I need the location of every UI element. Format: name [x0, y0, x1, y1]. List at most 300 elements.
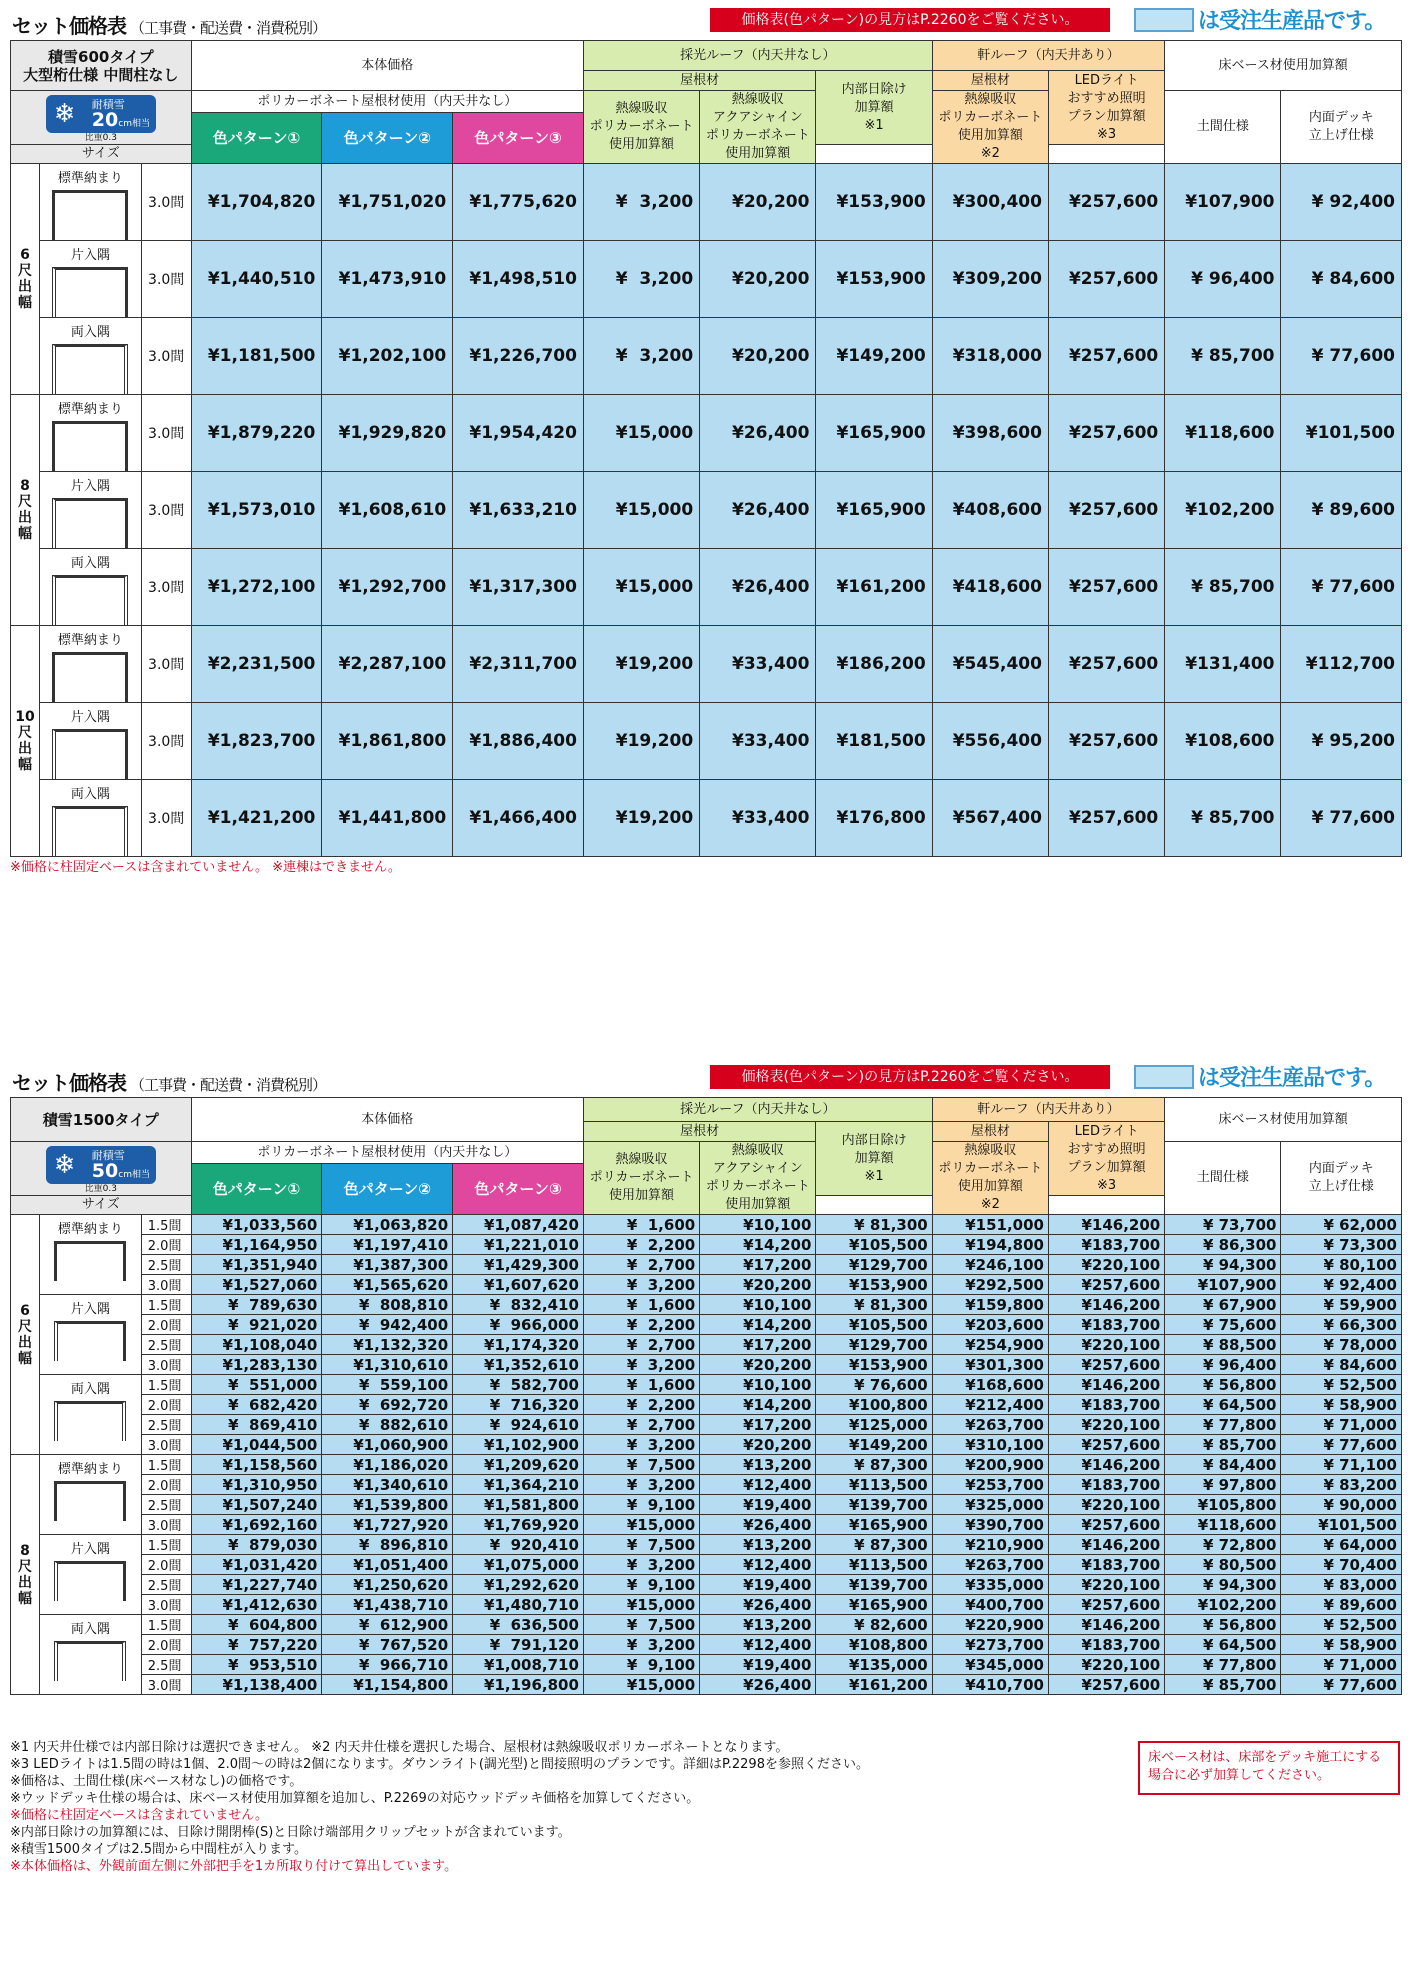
- price-cell: ¥263,700: [932, 1415, 1048, 1435]
- price-cell: ¥ 58,900: [1281, 1635, 1402, 1655]
- price-cell: ¥19,200: [583, 703, 699, 780]
- price-cell: ¥ 1,600: [583, 1295, 699, 1315]
- price-cell: ¥107,900: [1165, 1275, 1281, 1295]
- pattern3-header: 色パターン③: [453, 113, 584, 164]
- price-cell: ¥1,186,020: [322, 1455, 453, 1475]
- price-cell: ¥ 80,100: [1281, 1255, 1402, 1275]
- price-cell: ¥ 757,220: [191, 1635, 322, 1655]
- price-cell: ¥1,929,820: [322, 395, 453, 472]
- price-cell: ¥ 77,600: [1281, 780, 1402, 857]
- type-cell-2: 積雪1500タイプ: [11, 1098, 192, 1142]
- price-cell: ¥1,154,800: [322, 1675, 453, 1695]
- price-cell: ¥ 96,400: [1165, 1355, 1281, 1375]
- price-cell: ¥ 2,700: [583, 1255, 699, 1275]
- layout-diagram-icon: [52, 652, 128, 702]
- price-cell: ¥165,900: [816, 395, 932, 472]
- snow-badge-2: ❄ 耐積雪 50cm相当: [46, 1146, 156, 1184]
- table-row: [11, 318, 1402, 395]
- price-cell: ¥1,196,800: [453, 1675, 584, 1695]
- price-cell: ¥149,200: [816, 318, 932, 395]
- price-cell: ¥1,138,400: [191, 1675, 322, 1695]
- price-cell: ¥ 94,300: [1165, 1575, 1281, 1595]
- length-cell: 3.0間: [141, 1275, 191, 1295]
- length-cell: 3.0間: [141, 472, 191, 549]
- price-cell: ¥ 84,600: [1281, 241, 1402, 318]
- price-cell: ¥1,292,700: [322, 549, 453, 626]
- price-cell: ¥ 2,700: [583, 1335, 699, 1355]
- mount-type-cell: [40, 472, 142, 549]
- price-cell: ¥556,400: [932, 703, 1048, 780]
- mount-type-label: 片入隅: [70, 248, 110, 263]
- price-cell: ¥146,200: [1048, 1615, 1164, 1635]
- length-cell: 3.0間: [141, 549, 191, 626]
- price-cell: ¥10,100: [700, 1215, 816, 1235]
- price-cell: ¥1,692,160: [191, 1515, 322, 1535]
- doma-header-2: 土間仕様: [1165, 1142, 1281, 1215]
- price-cell: ¥2,287,100: [322, 626, 453, 703]
- price-cell: ¥1,108,040: [191, 1335, 322, 1355]
- table-row: [11, 1295, 1402, 1315]
- table-row: [11, 1575, 1402, 1595]
- price-cell: ¥257,600: [1048, 703, 1164, 780]
- price-cell: ¥ 832,410: [453, 1295, 584, 1315]
- mount-type-label: 標準納まり: [57, 1462, 123, 1477]
- price-cell: ¥1,317,300: [453, 549, 584, 626]
- price-cell: ¥ 77,800: [1165, 1655, 1281, 1675]
- table-row: [11, 395, 1402, 472]
- price-cell: ¥1,412,630: [191, 1595, 322, 1615]
- floor-header-2: 床ベース材使用加算額: [1165, 1098, 1402, 1142]
- price-cell: ¥129,700: [816, 1255, 932, 1275]
- price-cell: ¥ 85,700: [1165, 1675, 1281, 1695]
- length-cell: 3.0間: [141, 1355, 191, 1375]
- price-table-2: [10, 1097, 1402, 1695]
- hiyoke-header: 内部日除け 加算額 ※1: [816, 71, 932, 145]
- length-cell: 1.5間: [141, 1295, 191, 1315]
- deck-header: 内面デッキ 立上げ仕様: [1281, 91, 1402, 164]
- price-cell: ¥26,400: [700, 549, 816, 626]
- price-cell: ¥210,900: [932, 1535, 1048, 1555]
- price-cell: ¥1,075,000: [453, 1555, 584, 1575]
- price-cell: ¥14,200: [700, 1395, 816, 1415]
- length-cell: 3.0間: [141, 626, 191, 703]
- body-price-header: 本体価格: [191, 41, 583, 91]
- netsu-aqua-header: 熱線吸収 アクアシャイン ポリカーボネート 使用加算額: [700, 91, 816, 164]
- price-cell: ¥ 86,300: [1165, 1235, 1281, 1255]
- footnote: ※ウッドデッキ仕様の場合は、床ベース材使用加算額を追加し、P.2269の対応ウッドデッキ価格を加算してください。: [10, 1791, 700, 1806]
- section-snow1500: [10, 1057, 1402, 1695]
- price-cell: ¥ 64,000: [1281, 1535, 1402, 1555]
- price-cell: ¥183,700: [1048, 1555, 1164, 1575]
- price-cell: ¥545,400: [932, 626, 1048, 703]
- price-cell: ¥1,886,400: [453, 703, 584, 780]
- table-row: [11, 1335, 1402, 1355]
- price-cell: ¥105,800: [1165, 1495, 1281, 1515]
- price-cell: ¥1,292,620: [453, 1575, 584, 1595]
- layout-diagram-icon: [52, 421, 128, 471]
- price-cell: ¥26,400: [700, 1595, 816, 1615]
- price-cell: ¥390,700: [932, 1515, 1048, 1535]
- price-cell: ¥1,954,420: [453, 395, 584, 472]
- pattern-guide-notice: 価格表(色パターン)の見方はP.2260をご覧ください。: [710, 8, 1110, 32]
- price-cell: ¥15,000: [583, 1515, 699, 1535]
- noki-roof-material-header: 屋根材: [932, 71, 1048, 91]
- price-cell: ¥1,209,620: [453, 1455, 584, 1475]
- table-row: [11, 1315, 1402, 1335]
- price-cell: ¥ 896,810: [322, 1535, 453, 1555]
- price-cell: ¥ 3,200: [583, 1475, 699, 1495]
- price-cell: ¥ 3,200: [583, 1355, 699, 1375]
- price-cell: ¥1,466,400: [453, 780, 584, 857]
- price-cell: ¥1,051,400: [322, 1555, 453, 1575]
- price-cell: ¥ 7,500: [583, 1535, 699, 1555]
- price-cell: ¥212,400: [932, 1395, 1048, 1415]
- led-header-2: LEDライト おすすめ照明 プラン加算額 ※3: [1048, 1122, 1164, 1196]
- footnote: ※積雪1500タイプは2.5間から中間柱が入ります。: [10, 1842, 307, 1857]
- pattern1-header: 色パターン①: [191, 113, 322, 164]
- price-cell: ¥159,800: [932, 1295, 1048, 1315]
- length-cell: 2.0間: [141, 1235, 191, 1255]
- price-cell: ¥13,200: [700, 1615, 816, 1635]
- price-cell: ¥1,581,800: [453, 1495, 584, 1515]
- length-cell: 3.0間: [141, 1675, 191, 1695]
- mount-type-cell: [40, 626, 142, 703]
- price-cell: ¥153,900: [816, 1355, 932, 1375]
- snow-badge: ❄ 耐積雪 20cm相当: [46, 95, 156, 133]
- footnote: ※価格に柱固定ベースは含まれていません。: [10, 1808, 269, 1823]
- pattern2-header: 色パターン②: [322, 113, 453, 164]
- price-cell: ¥ 682,420: [191, 1395, 322, 1415]
- price-cell: ¥161,200: [816, 549, 932, 626]
- length-cell: 3.0間: [141, 1515, 191, 1535]
- poly-roof-header-2: ポリカーボネート屋根材使用（内天井なし）: [191, 1142, 583, 1164]
- saikou-header: 採光ルーフ（内天井なし）: [583, 41, 932, 71]
- projection-group-label: 6尺出幅: [11, 164, 40, 395]
- price-cell: ¥17,200: [700, 1335, 816, 1355]
- mount-type-cell: [40, 1215, 142, 1295]
- length-cell: 2.0間: [141, 1555, 191, 1575]
- price-cell: ¥263,700: [932, 1555, 1048, 1575]
- price-cell: ¥ 58,900: [1281, 1395, 1402, 1415]
- mount-type-label: 標準納まり: [57, 633, 123, 648]
- price-cell: ¥ 67,900: [1165, 1295, 1281, 1315]
- pattern2-header-2: 色パターン②: [322, 1164, 453, 1215]
- mount-type-cell: [40, 1615, 142, 1695]
- price-cell: ¥ 89,600: [1281, 1595, 1402, 1615]
- price-cell: ¥310,100: [932, 1435, 1048, 1455]
- price-cell: ¥ 3,200: [583, 1435, 699, 1455]
- price-cell: ¥1,751,020: [322, 164, 453, 241]
- length-cell: 1.5間: [141, 1535, 191, 1555]
- noki-poly-header: 熱線吸収 ポリカーボネート 使用加算額 ※2: [932, 91, 1048, 164]
- made-to-order-swatch-2: [1134, 1065, 1194, 1089]
- price-cell: ¥ 716,320: [453, 1395, 584, 1415]
- price-cell: ¥ 2,200: [583, 1235, 699, 1255]
- price-cell: ¥176,800: [816, 780, 932, 857]
- deck-header-2: 内面デッキ 立上げ仕様: [1281, 1142, 1402, 1215]
- layout-diagram-icon: [52, 729, 128, 779]
- price-cell: ¥1,429,300: [453, 1255, 584, 1275]
- layout-diagram-icon: [54, 1401, 126, 1441]
- length-cell: 3.0間: [141, 395, 191, 472]
- price-cell: ¥125,000: [816, 1415, 932, 1435]
- price-cell: ¥ 85,700: [1165, 318, 1281, 395]
- price-cell: ¥ 78,000: [1281, 1335, 1402, 1355]
- price-cell: ¥183,700: [1048, 1235, 1164, 1255]
- price-cell: ¥14,200: [700, 1315, 816, 1335]
- price-cell: ¥ 604,800: [191, 1615, 322, 1635]
- price-cell: ¥253,700: [932, 1475, 1048, 1495]
- price-cell: ¥26,400: [700, 1675, 816, 1695]
- price-cell: ¥400,700: [932, 1595, 1048, 1615]
- price-cell: ¥ 64,500: [1165, 1395, 1281, 1415]
- price-cell: ¥ 71,100: [1281, 1455, 1402, 1475]
- price-cell: ¥20,200: [700, 241, 816, 318]
- footnotes: [10, 1739, 1130, 1875]
- mount-type-cell: [40, 318, 142, 395]
- price-cell: ¥ 70,400: [1281, 1555, 1402, 1575]
- mount-type-label: 片入隅: [70, 1542, 110, 1557]
- table-row: [11, 1215, 1402, 1235]
- price-cell: ¥309,200: [932, 241, 1048, 318]
- mount-type-cell: [40, 1375, 142, 1455]
- price-cell: ¥ 3,200: [583, 1635, 699, 1655]
- price-cell: ¥ 636,500: [453, 1615, 584, 1635]
- noki-poly-header-2: 熱線吸収 ポリカーボネート 使用加算額 ※2: [932, 1142, 1048, 1215]
- price-cell: ¥1,310,610: [322, 1355, 453, 1375]
- price-table-1: [10, 40, 1402, 857]
- price-cell: ¥ 791,120: [453, 1635, 584, 1655]
- price-cell: ¥183,700: [1048, 1315, 1164, 1335]
- price-cell: ¥1,031,420: [191, 1555, 322, 1575]
- roof-material-header: 屋根材: [583, 71, 816, 91]
- price-cell: ¥15,000: [583, 1675, 699, 1695]
- length-cell: 2.0間: [141, 1395, 191, 1415]
- length-cell: 2.0間: [141, 1315, 191, 1335]
- mount-type-label: 片入隅: [70, 710, 110, 725]
- noki-roof-material-header-2: 屋根材: [932, 1122, 1048, 1142]
- mount-type-cell: [40, 1295, 142, 1375]
- length-cell: 3.0間: [141, 318, 191, 395]
- footnote: ※価格は、土間仕様(床ベース材なし)の価格です。: [10, 1774, 303, 1789]
- price-cell: ¥1,132,320: [322, 1335, 453, 1355]
- price-cell: ¥ 90,000: [1281, 1495, 1402, 1515]
- price-cell: ¥ 83,200: [1281, 1475, 1402, 1495]
- price-cell: ¥1,181,500: [191, 318, 322, 395]
- pattern3-header-2: 色パターン③: [453, 1164, 584, 1215]
- price-cell: ¥325,000: [932, 1495, 1048, 1515]
- price-cell: ¥33,400: [700, 626, 816, 703]
- price-cell: ¥ 921,020: [191, 1315, 322, 1335]
- price-cell: ¥12,400: [700, 1635, 816, 1655]
- length-cell: 2.5間: [141, 1655, 191, 1675]
- price-cell: ¥257,600: [1048, 626, 1164, 703]
- price-cell: ¥1,527,060: [191, 1275, 322, 1295]
- price-cell: ¥257,600: [1048, 1515, 1164, 1535]
- price-cell: ¥ 920,410: [453, 1535, 584, 1555]
- price-cell: ¥ 72,800: [1165, 1535, 1281, 1555]
- length-cell: 2.5間: [141, 1255, 191, 1275]
- price-cell: ¥102,200: [1165, 1595, 1281, 1615]
- price-cell: ¥100,800: [816, 1395, 932, 1415]
- price-cell: ¥ 2,700: [583, 1415, 699, 1435]
- table-row: [11, 1655, 1402, 1675]
- length-cell: 3.0間: [141, 703, 191, 780]
- price-cell: ¥ 52,500: [1281, 1615, 1402, 1635]
- price-cell: ¥1,283,130: [191, 1355, 322, 1375]
- projection-group-label: 8尺出幅: [11, 1455, 40, 1695]
- price-cell: ¥19,200: [583, 626, 699, 703]
- mount-type-cell: [40, 241, 142, 318]
- roof-material-header-2: 屋根材: [583, 1122, 816, 1142]
- price-cell: ¥165,900: [816, 472, 932, 549]
- price-cell: ¥ 3,200: [583, 164, 699, 241]
- price-cell: ¥ 9,100: [583, 1575, 699, 1595]
- price-cell: ¥ 64,500: [1165, 1635, 1281, 1655]
- price-cell: ¥257,600: [1048, 1275, 1164, 1295]
- price-cell: ¥ 3,200: [583, 1275, 699, 1295]
- price-cell: ¥129,700: [816, 1335, 932, 1355]
- price-cell: ¥1,879,220: [191, 395, 322, 472]
- price-cell: ¥ 2,200: [583, 1315, 699, 1335]
- price-cell: ¥101,500: [1281, 395, 1402, 472]
- mount-type-label: 両入隅: [70, 1382, 110, 1397]
- mount-type-cell: [40, 1535, 142, 1615]
- length-cell: 3.0間: [141, 164, 191, 241]
- price-cell: ¥15,000: [583, 472, 699, 549]
- price-cell: ¥1,102,900: [453, 1435, 584, 1455]
- mount-type-label: 標準納まり: [57, 171, 123, 186]
- table-row: [11, 1415, 1402, 1435]
- price-cell: ¥257,600: [1048, 472, 1164, 549]
- price-cell: ¥12,400: [700, 1475, 816, 1495]
- price-cell: ¥1,340,610: [322, 1475, 453, 1495]
- table-row: [11, 1375, 1402, 1395]
- price-cell: ¥1,507,240: [191, 1495, 322, 1515]
- price-cell: ¥300,400: [932, 164, 1048, 241]
- page-title-2: セット価格表 （工事費・配送費・消費税別）: [12, 1071, 327, 1095]
- price-cell: ¥ 87,300: [816, 1455, 932, 1475]
- price-cell: ¥33,400: [700, 780, 816, 857]
- made-to-order-swatch: [1134, 8, 1194, 32]
- price-cell: ¥257,600: [1048, 780, 1164, 857]
- mount-type-cell: [40, 549, 142, 626]
- layout-diagram-icon: [54, 1561, 126, 1601]
- made-to-order-legend-2: は受注生産品です。: [1198, 1066, 1386, 1091]
- price-cell: ¥1,364,210: [453, 1475, 584, 1495]
- price-cell: ¥200,900: [932, 1455, 1048, 1475]
- price-cell: ¥257,600: [1048, 164, 1164, 241]
- price-cell: ¥26,400: [700, 1515, 816, 1535]
- price-cell: ¥20,200: [700, 1435, 816, 1455]
- price-cell: ¥ 3,200: [583, 318, 699, 395]
- price-cell: ¥257,600: [1048, 1675, 1164, 1695]
- price-cell: ¥220,100: [1048, 1335, 1164, 1355]
- price-cell: ¥273,700: [932, 1635, 1048, 1655]
- price-cell: ¥ 82,600: [816, 1615, 932, 1635]
- mount-type-cell: [40, 395, 142, 472]
- mount-type-cell: [40, 703, 142, 780]
- price-cell: ¥254,900: [932, 1335, 1048, 1355]
- price-cell: ¥153,900: [816, 164, 932, 241]
- price-cell: ¥ 7,500: [583, 1615, 699, 1635]
- price-cell: ¥1,573,010: [191, 472, 322, 549]
- price-cell: ¥1,861,800: [322, 703, 453, 780]
- price-cell: ¥ 83,000: [1281, 1575, 1402, 1595]
- mount-type-label: 標準納まり: [57, 1222, 123, 1237]
- table-row: [11, 1395, 1402, 1415]
- price-cell: ¥ 77,800: [1165, 1415, 1281, 1435]
- length-cell: 2.5間: [141, 1335, 191, 1355]
- price-cell: ¥203,600: [932, 1315, 1048, 1335]
- price-cell: ¥1,498,510: [453, 241, 584, 318]
- price-cell: ¥345,000: [932, 1655, 1048, 1675]
- price-cell: ¥1,565,620: [322, 1275, 453, 1295]
- price-cell: ¥13,200: [700, 1535, 816, 1555]
- price-cell: ¥ 77,600: [1281, 318, 1402, 395]
- price-cell: ¥ 52,500: [1281, 1375, 1402, 1395]
- price-cell: ¥113,500: [816, 1555, 932, 1575]
- price-cell: ¥ 87,300: [816, 1535, 932, 1555]
- length-cell: 3.0間: [141, 1435, 191, 1455]
- length-cell: 2.5間: [141, 1415, 191, 1435]
- price-cell: ¥161,200: [816, 1675, 932, 1695]
- price-cell: ¥15,000: [583, 1595, 699, 1615]
- price-cell: ¥318,000: [932, 318, 1048, 395]
- price-cell: ¥1,387,300: [322, 1255, 453, 1275]
- price-cell: ¥ 1,600: [583, 1215, 699, 1235]
- price-cell: ¥1,250,620: [322, 1575, 453, 1595]
- price-cell: ¥398,600: [932, 395, 1048, 472]
- netsu-poly-header-2: 熱線吸収 ポリカーボネート 使用加算額: [583, 1142, 699, 1215]
- table-row: [11, 241, 1402, 318]
- price-cell: ¥183,700: [1048, 1475, 1164, 1495]
- netsu-aqua-header-2: 熱線吸収 アクアシャイン ポリカーボネート 使用加算額: [700, 1142, 816, 1215]
- price-cell: ¥20,200: [700, 1355, 816, 1375]
- size-header: サイズ: [11, 145, 192, 164]
- mount-type-label: 片入隅: [70, 479, 110, 494]
- price-cell: ¥ 942,400: [322, 1315, 453, 1335]
- price-cell: ¥ 953,510: [191, 1655, 322, 1675]
- table-row: [11, 1275, 1402, 1295]
- price-cell: ¥ 1,600: [583, 1375, 699, 1395]
- price-cell: ¥1,008,710: [453, 1655, 584, 1675]
- floor-base-note: 床ベース材は、床部をデッキ施工にする場合に必ず加算してください。: [1138, 1741, 1400, 1795]
- price-cell: ¥ 92,400: [1281, 164, 1402, 241]
- price-cell: ¥102,200: [1165, 472, 1281, 549]
- price-cell: ¥10,100: [700, 1295, 816, 1315]
- price-cell: ¥292,500: [932, 1275, 1048, 1295]
- price-cell: ¥113,500: [816, 1475, 932, 1495]
- length-cell: 2.5間: [141, 1575, 191, 1595]
- price-cell: ¥1,440,510: [191, 241, 322, 318]
- price-cell: ¥20,200: [700, 318, 816, 395]
- price-cell: ¥101,500: [1281, 1515, 1402, 1535]
- floor-header: 床ベース材使用加算額: [1165, 41, 1402, 91]
- price-cell: ¥ 84,600: [1281, 1355, 1402, 1375]
- price-cell: ¥ 2,200: [583, 1395, 699, 1415]
- layout-diagram-icon: [52, 344, 128, 394]
- price-cell: ¥ 56,800: [1165, 1375, 1281, 1395]
- table-row: [11, 1595, 1402, 1615]
- price-cell: ¥ 879,030: [191, 1535, 322, 1555]
- price-cell: ¥ 9,100: [583, 1495, 699, 1515]
- page-title: セット価格表 （工事費・配送費・消費税別）: [12, 14, 327, 38]
- price-cell: ¥ 80,500: [1165, 1555, 1281, 1575]
- length-cell: 2.0間: [141, 1475, 191, 1495]
- price-cell: ¥2,231,500: [191, 626, 322, 703]
- price-cell: ¥ 789,630: [191, 1295, 322, 1315]
